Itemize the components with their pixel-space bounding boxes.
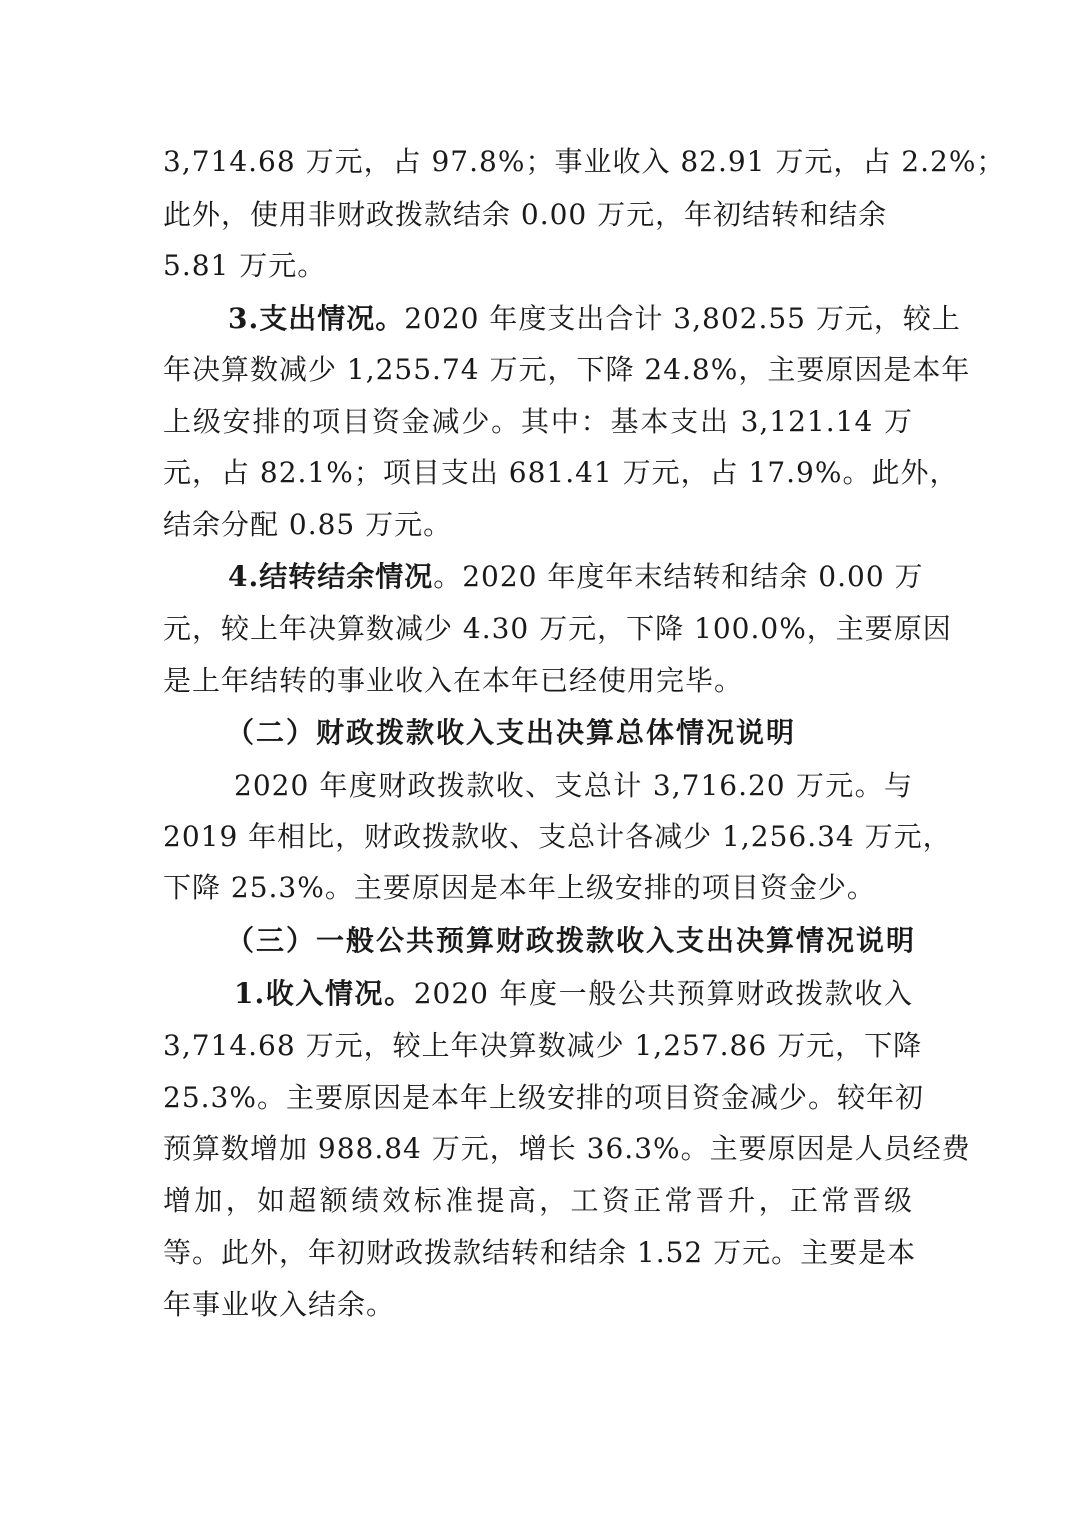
body-line: 3,714.68 万元，较上年决算数减少 1,257.86 万元，下降 [163, 1029, 923, 1062]
body-line: 年事业收入结余。 [163, 1288, 396, 1321]
paragraph-first-line: 2020 年度财政拨款收、支总计 3,716.20 万元。与 [234, 769, 913, 802]
body-line: 元，较上年决算数减少 4.30 万元，下降 100.0%，主要原因 [163, 612, 952, 645]
body-line: 5.81 万元。 [163, 249, 327, 282]
body-line: 2019 年相比，财政拨款收、支总计各减少 1,256.34 万元， [163, 820, 952, 853]
body-line: 年决算数减少 1,255.74 万元，下降 24.8%，主要原因是本年 [163, 353, 971, 386]
body-line: 下降 25.3%。主要原因是本年上级安排的项目资金少。 [163, 871, 876, 904]
paragraph-first-line [228, 299, 961, 339]
section-heading-3: （三）一般公共预算财政拨款收入支出决算情况说明 [226, 924, 917, 957]
section-lead: 1.收入情况。 [234, 977, 414, 1010]
body-text: 。2020 年度年末结转和结余 0.00 万 [433, 560, 924, 593]
body-line: 预算数增加 988.84 万元，增长 36.3%。主要原因是人员经费 [163, 1132, 971, 1165]
body-line: 25.3%。主要原因是本年上级安排的项目资金减少。较年初 [163, 1081, 924, 1114]
section-lead: 3.支出情况。 [228, 302, 405, 335]
section-heading-2: （二）财政拨款收入支出决算总体情况说明 [226, 716, 797, 749]
body-line: 此外，使用非财政拨款结余 0.00 万元，年初结转和结余 [163, 198, 888, 231]
body-line: 3,714.68 万元，占 97.8%；事业收入 82.91 万元，占 2.2%； [163, 145, 1006, 178]
body-line: 增加，如超额绩效标准提高，工资正常晋升，正常晋级 [163, 1184, 913, 1217]
body-line: 等。此外，年初财政拨款结转和结余 1.52 万元。主要是本 [163, 1236, 917, 1269]
body-line: 是上年结转的事业收入在本年已经使用完毕。 [163, 664, 744, 697]
section-lead: 4.结转结余情况 [228, 560, 434, 593]
body-line: 元，占 82.1%；项目支出 681.41 万元，占 17.9%。此外， [163, 456, 959, 489]
body-text: 2020 年度一般公共预算财政拨款收入 [413, 977, 913, 1010]
paragraph-first-line [234, 974, 913, 1014]
body-line: 上级安排的项目资金减少。其中：基本支出 3,121.14 万 [163, 405, 913, 438]
body-line: 结余分配 0.85 万元。 [163, 508, 453, 541]
paragraph-first-line [228, 557, 924, 597]
body-text: 2020 年度支出合计 3,802.55 万元，较上 [404, 302, 961, 335]
